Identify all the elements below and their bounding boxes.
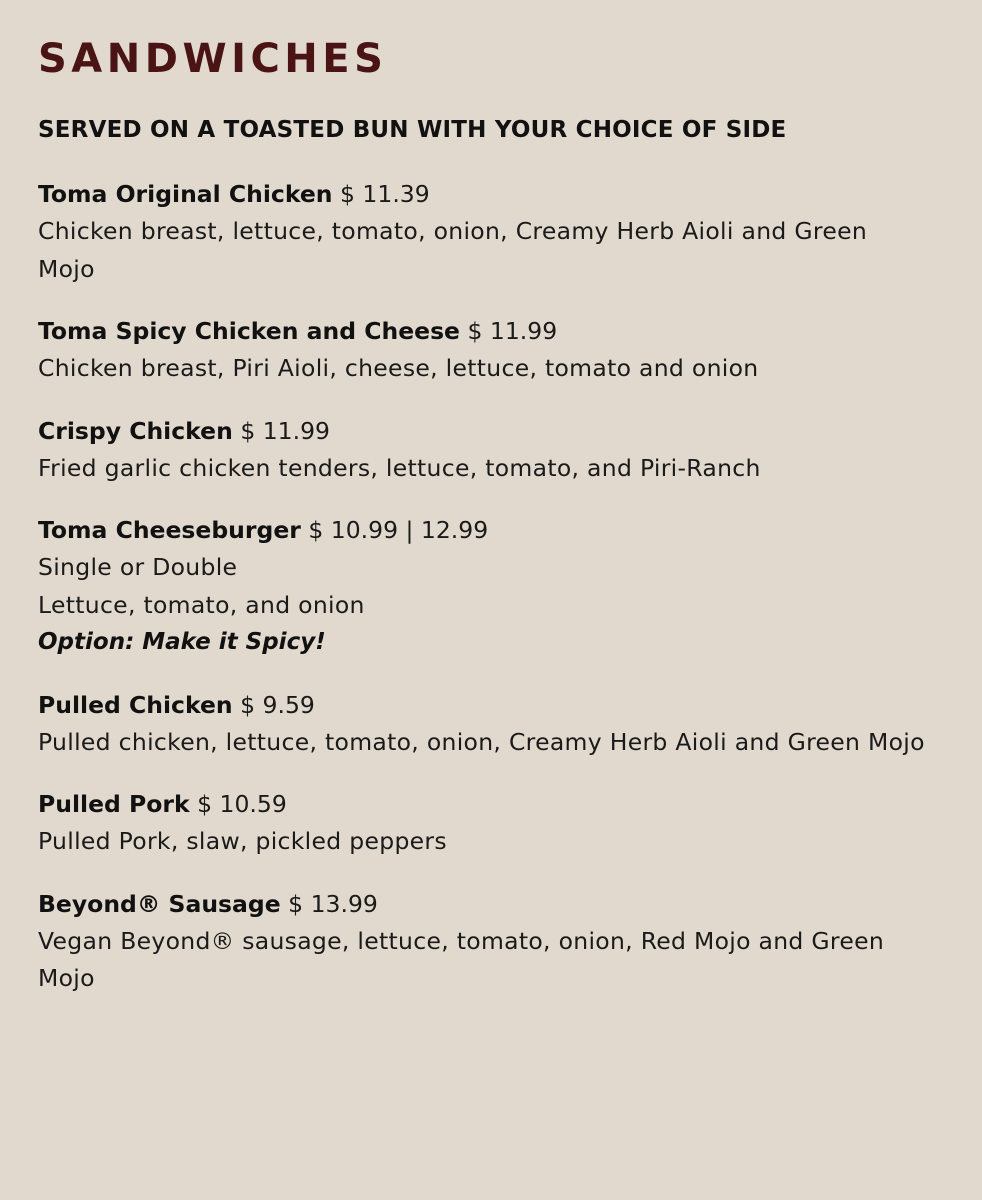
menu-item-header (38, 512, 944, 549)
menu-item (38, 176, 944, 288)
menu-item-header (38, 687, 944, 724)
menu-item-header (38, 176, 944, 213)
menu-item-description: Lettuce, tomato, and onion (38, 590, 365, 619)
menu-item-description: Chicken breast, lettuce, tomato, onion, Creamy Herb Aioli and Green Mojo (38, 217, 868, 283)
menu-item-header (38, 886, 944, 923)
menu-item (38, 512, 944, 662)
menu-item-description: Fried garlic chicken tenders, lettuce, tomato, and Piri-Ranch (38, 453, 761, 482)
menu-item-header (38, 786, 944, 823)
menu-item-description: Pulled Pork, slaw, pickled peppers (38, 827, 447, 855)
menu-item-list (38, 176, 944, 998)
menu-item-header (38, 413, 944, 450)
menu-item-name: Pulled Pork (38, 790, 190, 818)
menu-item (38, 786, 944, 861)
menu-item-price: $ 9.59 (240, 690, 315, 719)
menu-item (38, 687, 944, 762)
menu-item (38, 413, 944, 488)
menu-item-price: $ 10.59 (197, 790, 287, 818)
menu-title: SANDWICHES (38, 36, 388, 82)
menu-item-name: Pulled Chicken (38, 690, 233, 719)
menu-item-name: Crispy Chicken (38, 416, 233, 445)
menu-item-name: Toma Cheeseburger (38, 516, 301, 544)
menu-item-name: Toma Spicy Chicken and Cheese (38, 317, 460, 345)
menu-item-price: $ 11.99 (240, 416, 331, 445)
menu-item-name: Beyond® Sausage (38, 889, 281, 918)
menu-item-price: $ 11.39 (340, 180, 430, 208)
menu-item-price: $ 11.99 (467, 317, 558, 345)
menu-item-name: Toma Original Chicken (38, 180, 333, 208)
menu-item-price: $ 10.99 | 12.99 (308, 516, 489, 544)
menu-item-option: Option: Make it Spicy! (38, 629, 326, 655)
menu-item-price: $ 13.99 (288, 889, 378, 918)
menu-item-description: Vegan Beyond® sausage, lettuce, tomato, onion, Red Mojo and Green Mojo (38, 926, 885, 992)
menu-item-description: Single or Double (38, 553, 238, 581)
menu-item (38, 886, 944, 998)
menu-item-header (38, 313, 944, 350)
menu-item-description: Pulled chicken, lettuce, tomato, onion, Creamy Herb Aioli and Green Mojo (38, 727, 925, 756)
menu-item-description: Chicken breast, Piri Aioli, cheese, lettuce, tomato and onion (38, 354, 759, 382)
menu-subtitle: SERVED ON A TOASTED BUN WITH YOUR CHOICE OF SIDE (38, 117, 787, 143)
menu-item (38, 313, 944, 388)
